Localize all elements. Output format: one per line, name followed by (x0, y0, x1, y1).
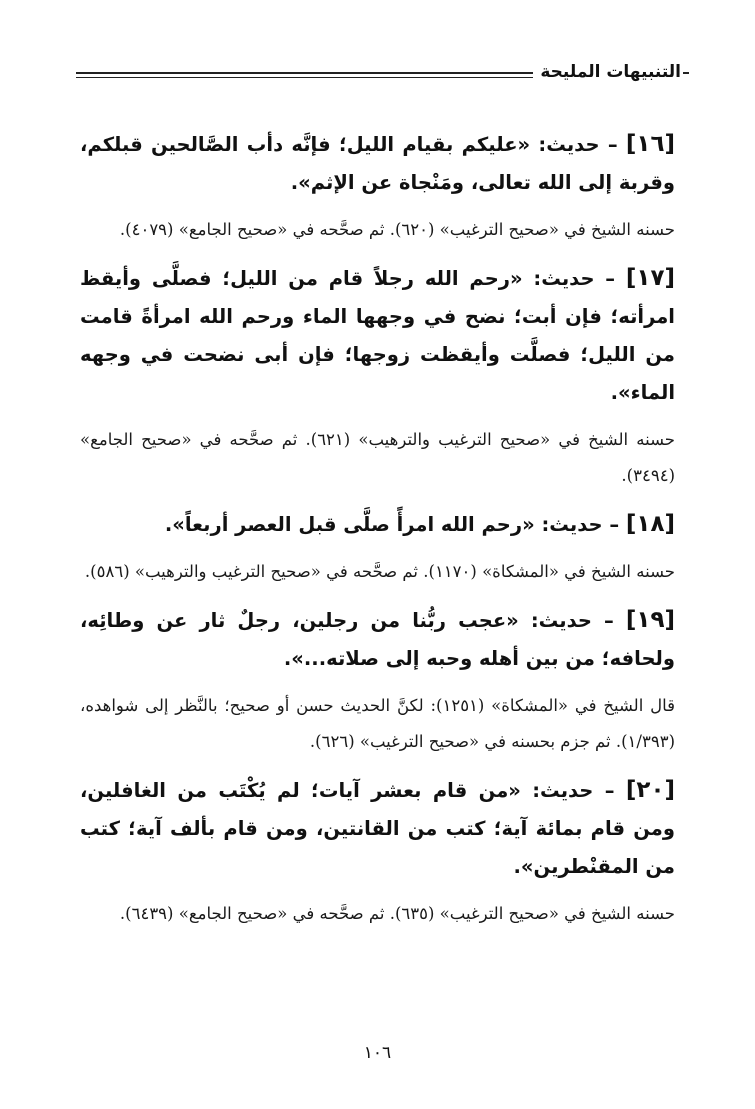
hadith-text: – حديث: «رحم الله امرأً صلَّى قبل العصر أربعاً». (164, 513, 626, 536)
hadith-entry-16 (80, 125, 675, 202)
grading-note: حسنه الشيخ في «صحيح الترغيب» (٦٢٠). ثم صحَّحه في «صحيح الجامع» (٤٠٧٩). (119, 220, 675, 239)
hadith-entry-20 (80, 771, 675, 886)
grading-note: حسنه الشيخ في «المشكاة» (١١٧٠). ثم صحَّحه في «صحيح الترغيب والترهيب» (٥٨٦). (84, 562, 675, 581)
page-body (80, 125, 675, 943)
running-header (76, 60, 681, 90)
hadith-number: [١٧] (625, 265, 675, 291)
hadith-text: – حديث: «عجب ربُّنا من رجلين، رجلٌ ثار عن وطائِه، ولحافه؛ من بين أهله وحبه إلى صلاته...». (80, 609, 675, 670)
hadith-entry-19 (80, 601, 675, 678)
page-number: ١٠٦ (363, 1043, 392, 1063)
header-rule-thin (76, 77, 533, 78)
grading-note: حسنه الشيخ في «صحيح الترغيب» (٦٣٥). ثم صحَّحه في «صحيح الجامع» (٦٤٣٩). (119, 904, 675, 923)
hadith-number: [٢٠] (625, 777, 675, 803)
running-title: التنبيهات المليحة (540, 62, 681, 82)
hadith-number: [١٦] (625, 131, 675, 157)
header-ornament (683, 72, 689, 74)
grading-note: حسنه الشيخ في «صحيح الترغيب والترهيب» (٦٢١). ثم صحَّحه في «صحيح الجامع» (٣٤٩٤). (80, 430, 675, 485)
hadith-number: [١٩] (625, 607, 675, 633)
hadith-text: – حديث: «من قام بعشر آيات؛ لم يُكْتَب من الغافلين، ومن قام بمائة آية؛ كتب من القانتين، ومن قام بألف آية؛ كتب من المقنْطرين». (80, 779, 675, 878)
hadith-number: [١٨] (625, 511, 675, 537)
hadith-text: – حديث: «رحم الله رجلاً قام من الليل؛ فصلَّى وأيقظ امرأته؛ فإن أبت؛ نضح في وجهها الماء ورحم الله امرأةً قامت من الليل؛ فصلَّت وأيقظت زوجها؛ فإن أبى نضحت في وجهه الماء». (80, 267, 675, 404)
header-rule (76, 72, 533, 74)
hadith-entry-18 (80, 505, 675, 544)
grading-note: قال الشيخ في «المشكاة» (١٢٥١): لكنَّ الحديث حسن أو صحيح؛ بالنَّظر إلى شواهده، (١/٣٩٣). ثم جزم بحسنه في «صحيح الترغيب» (٦٢٦). (80, 696, 675, 751)
hadith-entry-17 (80, 259, 675, 412)
hadith-text: – حديث: «عليكم بقيام الليل؛ فإنَّه دأب الصَّالحين قبلكم، وقربة إلى الله تعالى، ومَنْجاة عن الإثم». (80, 133, 675, 194)
